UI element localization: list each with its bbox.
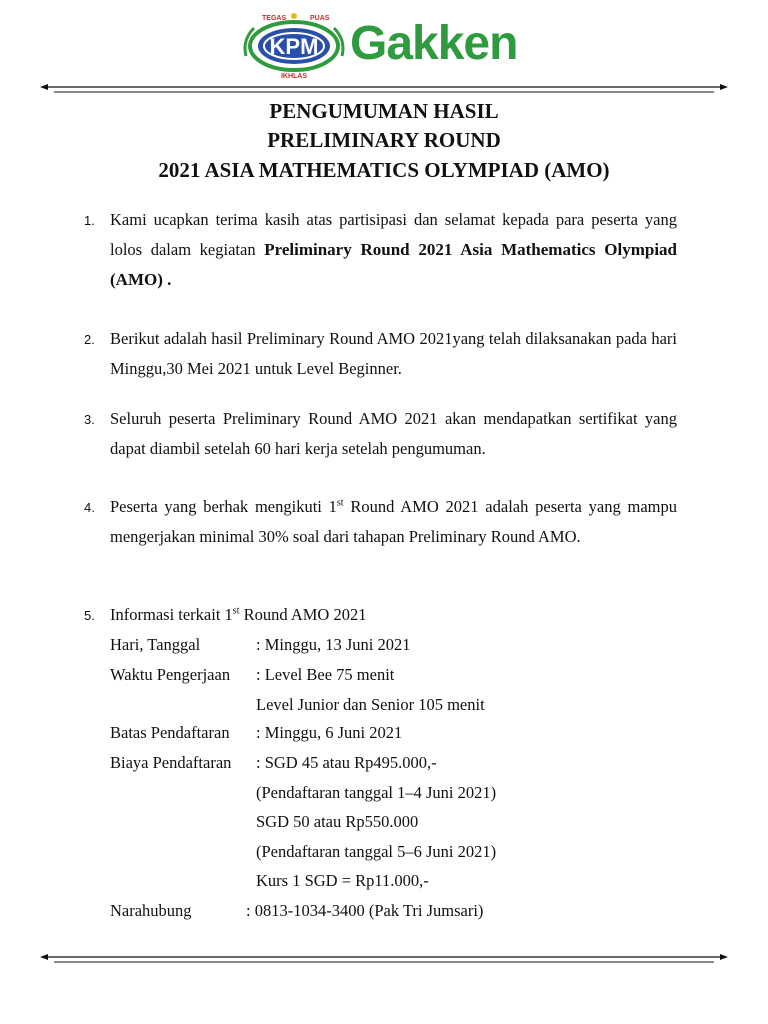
biaya-value: : SGD 45 atau Rp495.000,- <box>256 753 437 772</box>
waktu-value-2: Level Junior dan Senior 105 menit <box>256 695 485 714</box>
item-2-text: Berikut adalah hasil Preliminary Round AMO 2021yang telah dilaksanakan pada hari Minggu,30 Mei 2021 untuk Level Beginner. <box>110 329 677 378</box>
kpm-top-text: TEGAS <box>262 15 287 22</box>
item-1-text: Kami ucapkan terima kasih atas partisipasi dan selamat kepada para peserta yang lolos dalam kegiatan <box>110 210 677 259</box>
biaya-line-3: SGD 50 atau Rp550.000 <box>256 812 419 831</box>
item-4-text-a: Peserta yang berhak mengikuti 1 <box>110 497 337 516</box>
top-divider <box>40 82 728 96</box>
title-line-2: PRELIMINARY ROUND <box>267 128 501 152</box>
item-1-bold-text: Preliminary Round 2021 Asia Mathematics Olympiad (AMO) . <box>110 240 677 289</box>
gakken-logo: Gakken <box>350 17 518 70</box>
kpm-center-text: KPM <box>269 34 319 59</box>
biaya-line-5: Kurs 1 SGD = Rp11.000,- <box>256 871 429 890</box>
item-1-number: 1. <box>84 213 95 228</box>
kontak-value: : 0813-1034-3400 (Pak Tri Jumsari) <box>246 901 484 920</box>
bottom-divider <box>40 952 728 966</box>
biaya-line-2: (Pendaftaran tanggal 1–4 Juni 2021) <box>256 783 497 802</box>
waktu-value: : Level Bee 75 menit <box>256 665 395 684</box>
item-4-text-b: Round AMO 2021 adalah peserta yang mampu mengerjakan minimal 30% soal dari tahapan Preliminary Round AMO. <box>110 497 677 546</box>
biaya-label: Biaya Pendaftaran <box>110 753 232 772</box>
title-line-3: 2021 ASIA MATHEMATICS OLYMPIAD (AMO) <box>158 158 610 182</box>
info-row-hari <box>110 630 411 660</box>
item-5-heading <box>110 600 366 630</box>
info-row-batas <box>110 718 403 748</box>
item-3-number: 3. <box>84 412 95 427</box>
header-logos <box>240 10 530 80</box>
item-5-text-a: Informasi terkait 1 <box>110 605 233 624</box>
item-4-number: 4. <box>84 500 95 515</box>
title-line-1: PENGUMUMAN HASIL <box>269 99 499 123</box>
item-1 <box>110 205 677 295</box>
hari-label: Hari, Tanggal <box>110 635 201 654</box>
item-5-number: 5. <box>84 608 95 623</box>
waktu-label: Waktu Pengerjaan <box>110 665 231 684</box>
item-2-number: 2. <box>84 332 95 347</box>
item-5-superscript: st <box>232 605 240 617</box>
info-row-kontak <box>110 896 484 926</box>
hari-value: : Minggu, 13 Juni 2021 <box>256 635 411 654</box>
batas-label: Batas Pendaftaran <box>110 723 230 742</box>
biaya-line-4: (Pendaftaran tanggal 5–6 Juni 2021) <box>256 842 497 861</box>
batas-value: : Minggu, 6 Juni 2021 <box>256 723 403 742</box>
kpm-bottom-text: IKHLAS <box>280 73 308 80</box>
kontak-label: Narahubung <box>110 901 192 920</box>
item-5-text-b: Round AMO 2021 <box>239 605 367 624</box>
kpm-top-text-2: PUAS <box>310 15 330 22</box>
item-4 <box>110 492 677 552</box>
item-3-text: Seluruh peserta Preliminary Round AMO 2021 akan mendapatkan sertifikat yang dapat diambil setelah 60 hari kerja setelah pengumuman. <box>110 409 677 458</box>
kpm-logo <box>240 10 348 80</box>
info-row-biaya <box>110 748 437 778</box>
item-4-superscript: st <box>336 497 344 509</box>
info-row-waktu <box>110 660 395 690</box>
